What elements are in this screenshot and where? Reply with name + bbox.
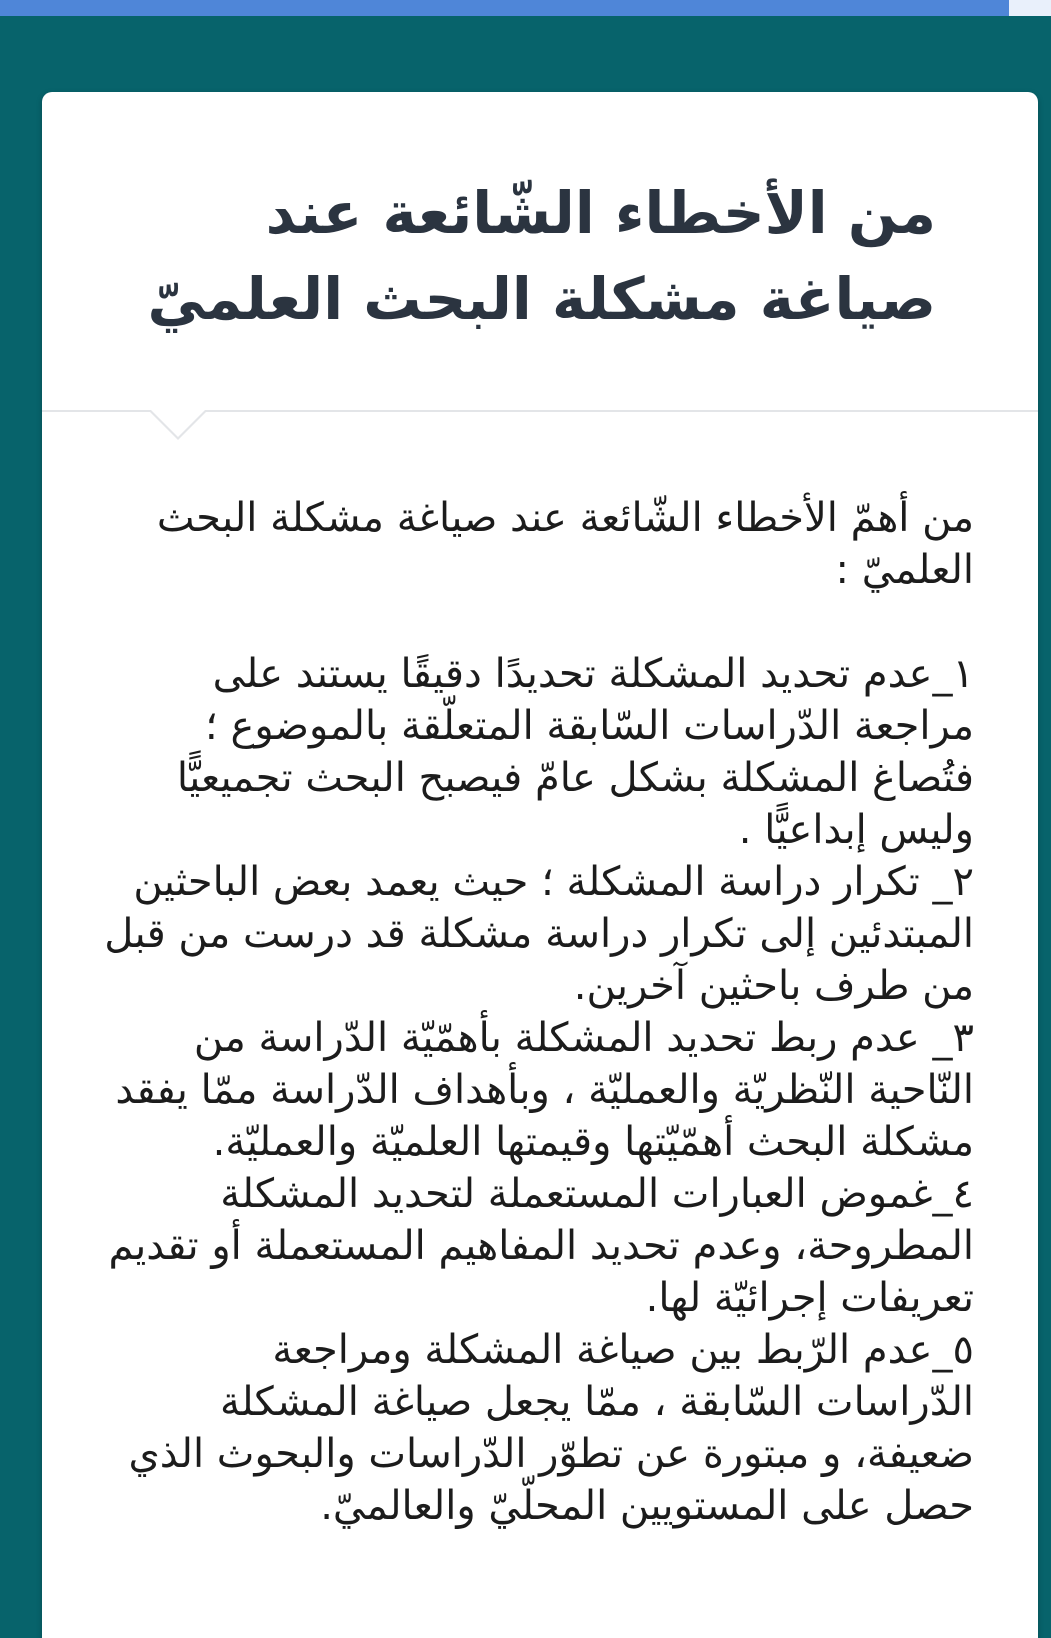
reading-progress-bar [0,0,1009,16]
list-item: ٢_ تكرار دراسة المشكلة ؛ حيث يعمد بعض الباحثين المبتدئين إلى تكرار دراسة مشكلة قد درست من قبل من طرف باحثين آخرين. [104,859,974,1009]
article-body [104,492,974,1532]
article-header [42,92,1038,412]
page-title: من الأخطاء الشّائعة عند صياغة مشكلة البحث العلميّ [147,179,936,333]
header-divider-notch-fill [150,409,206,437]
list-item: ٤_غموض العبارات المستعملة لتحديد المشكلة المطروحة، وعدم تحديد المفاهيم المستعملة أو تقديم تعريفات إجرائيّة لها. [108,1171,974,1321]
article-card [42,92,1038,1638]
list-item: ٥_عدم الرّبط بين صياغة المشكلة ومراجعة الدّراسات السّابقة ، ممّا يجعل صياغة المشكلة ضعيفة، و مبتورة عن تطوّر الدّراسات والبحوث الذي حصل على المستويين المحلّيّ والعالميّ. [128,1327,974,1529]
list-item: ٣_ عدم ربط تحديد المشكلة بأهمّيّة الدّراسة من النّاحية النّظريّة والعمليّة ، وبأهداف الدّراسة ممّا يفقد مشكلة البحث أهمّيّتها وقيمتها العلميّة والعمليّة. [115,1015,974,1165]
list-item: ١_عدم تحديد المشكلة تحديدًا دقيقًا يستند على مراجعة الدّراسات السّابقة المتعلّقة بالموضوع ؛ فتُصاغ المشكلة بشكل عامّ فيصبح البحث تجميعيًّا وليس إبداعيًّا . [176,651,974,853]
article-intro: من أهمّ الأخطاء الشّائعة عند صياغة مشكلة البحث العلميّ : [156,495,974,593]
